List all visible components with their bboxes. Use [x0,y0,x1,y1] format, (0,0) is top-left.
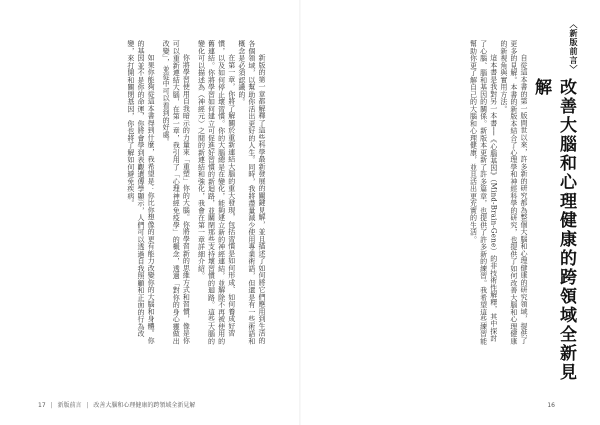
footer-separator: | [50,402,53,409]
chapter-title: 改善大腦和心理健康的跨領域全新見解 [531,77,576,382]
running-head-title: 改善大腦和心理健康的跨領域全新見解 [93,402,196,409]
left-body-text [9,40,267,345]
left-footer [38,400,195,409]
running-head-section: 新版前言 [57,402,82,409]
right-page [301,0,600,425]
right-paragraph-2: 這本書是我對另一本書──《心腦基因》（Mind-Brain-Gene）的非技術性解釋，其中探討了心腦、腦和基因的關係。新版本更新了許多篇章，也提供了許多新的練習。我希望這些練習能幫助你更了解自己的大腦和心理健康，並且活出更充實的生活。 [469,40,498,345]
left-paragraph-2: 在第一章，你將了解關於重新連結大腦的重大發現，包括習慣是如何形成、如何養成好習慣，以及如何停止壞習慣。你的大腦總是在變化，能夠建立新的神經連結，並解除不再被使用的舊連結。你將學習如何建立可促進好習慣的新迴路，並關閉那些支持壞習慣的迴路。這些大腦的變化可以描述為（神經元）之間的新連結和強化，我會在第一章詳細介紹。 [197,40,236,345]
chapter-heading [529,20,579,400]
footer-separator: | [86,402,89,409]
right-page-number: 16 [547,402,555,409]
left-paragraph-1: 新版的第一章都解釋了這些科學最新發展的關鍵見解，並且描述了如何將它們應用到生活的各個領域，以幫助你活出更好的人生。同時，我將盡量減少使用專業術語，但還是有一些術語和概念是必須認識的。 [237,40,266,345]
left-paragraph-4: 如果你能夠從這本書得到什麼，我希望是：你比你想像的更有能力改變你的大腦和身體。你的基因並不是你的命運，你將會學到表觀遺傳學顯示，人們可以透過自我照顧和正面的行為改變，來打開和關閉基因，你也將了解如何避免疾病。 [126,40,156,344]
right-body-text [329,40,529,345]
right-paragraph-1: 自從這本書的第一版問世以來，許多新的研究都為整個大腦和心理健康的研究領域，提供了更多的見解。本書的新版本結合了心理學和神經科學的研究，也提供了如何改善大腦和心理健康的新視角與實用方法。 [499,40,528,345]
left-paragraph-3: 你將學習使用自我暗示的力量來「重塑」你的大腦。你將學習新的思維方式和習慣，像是你可以重新連結大腦，在第一章，我引用了「心理神經免疫學」的概念，透過「對你的身心靈做出改變」，並從中可以看到的好處。 [162,40,191,345]
left-page-number: 17 [38,402,46,409]
chapter-label: 〈新版前言〉 [569,20,578,74]
right-footer [547,402,555,409]
